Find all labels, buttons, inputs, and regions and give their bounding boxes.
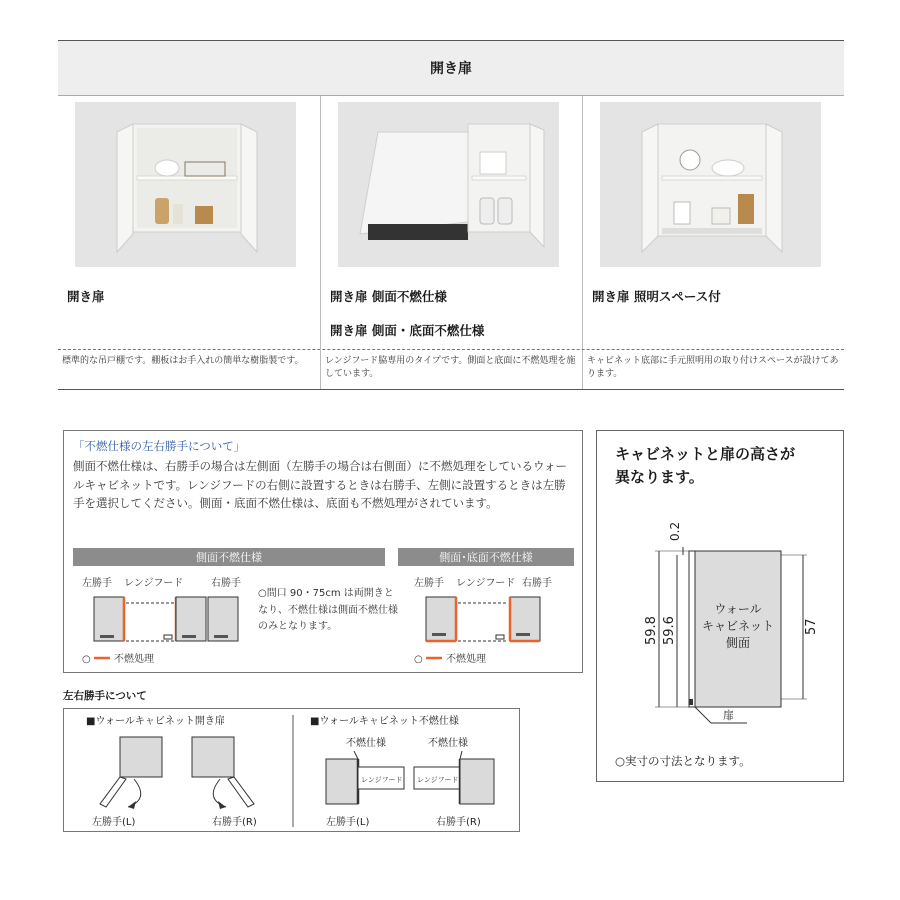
fireproof-note-box [63,430,583,673]
right-hand-label: 右勝手 [211,578,241,589]
height-diagram [597,511,845,741]
height-title-line-2: 異なります。 [615,467,704,486]
hand-section-title: 左右勝手について [63,690,147,702]
right-hand-r-label: 右勝手(R) [212,817,257,828]
legend-label: 不燃処理 [446,654,486,665]
cabinet-label-2: キャビネット [701,619,775,633]
height-footnote: ○実寸の寸法となります。 [615,754,751,768]
door-panel [689,551,695,707]
fire-label: 不燃仕様 [346,738,386,749]
cabinet-photo-lighting [600,102,821,267]
door-panel-title: ■ウォールキャビネット開き扉 [86,716,225,727]
legend-label: 不燃処理 [114,654,154,665]
hood-label: レンジフード [417,776,459,784]
product-title: 開き扉 側面不燃仕様 [330,289,447,304]
cabinet-photo-fireproof [338,102,559,267]
product-column-fireproof [320,96,582,349]
hand-diagram [64,709,521,833]
table-header: 開き扉 [58,40,844,96]
both-fireproof-bar: 側面･底面不燃仕様 [398,548,574,566]
product-description: 標準的な吊戸棚です。棚板はお手入れの簡単な樹脂製です。 [62,356,304,366]
cabinet-left-hand [120,737,162,777]
range-hood-label: レンジフード [456,578,516,589]
height-note-title [615,443,795,488]
product-title: 開き扉 照明スペース付 [592,289,721,304]
legend-circle: ○ [82,654,91,665]
product-description: レンジフード脇専用のタイプです。側面と底面に不燃処理を施しています。 [320,350,582,389]
left-cabinet [94,597,124,641]
left-hand-label: 左勝手 [414,578,444,589]
legend-circle: ○ [414,654,423,665]
fireproof-note-title: 「不燃仕様の左右勝手について」 [73,439,246,453]
cabinet-photo-standard [75,102,296,267]
fireproof-note-text: 側面不燃仕様は、右勝手の場合は左側面（左勝手の場合は右側面）に不燃処理をしているウォールキャビネットです。レンジフードの右側に設置するときは右勝手、左側に設置するときは左勝手を選択してください。側面・底面不燃仕様は、底面も不燃処理がされています。 [73,459,568,511]
product-title-2: 開き扉 側面・底面不燃仕様 [330,323,485,338]
product-column-lighting [582,96,844,349]
side-fireproof-bar: 側面不燃仕様 [73,548,385,566]
right-hand-r-label: 右勝手(R) [436,817,481,828]
cabinet-label-1: ウォール [714,602,762,616]
left-hand-l-label: 左勝手(L) [326,817,370,828]
product-table [58,40,844,390]
inner-height-dimension: 59.6 [662,616,677,645]
cabinet-label-3: 側面 [725,636,751,650]
width-note: ○間口 90・75cm は両開きとなり、不燃仕様は側面不燃仕様のみとなります。 [258,588,398,632]
product-description: キャビネット底部に手元照明用の取り付けスペースが設けてあります。 [582,350,844,389]
left-hand-l-label: 左勝手(L) [92,817,136,828]
gap-dimension: 0.2 [668,521,682,541]
range-hood-label: レンジフード [124,578,184,589]
fire-label: 不燃仕様 [428,738,468,749]
product-column-standard [58,96,320,349]
door-label: 扉 [723,709,734,722]
height-note-box [596,430,844,782]
right-cabinet [176,597,206,641]
left-hand-label: 左勝手 [82,578,112,589]
hood-label: レンジフード [361,776,403,784]
cabinet-right-hand [192,737,234,777]
cabinet-height-dimension: 57 [804,618,819,635]
fire-panel-title: ■ウォールキャビネット不燃仕様 [310,716,459,727]
right-hand-label: 右勝手 [522,578,552,589]
hand-diagram-box [63,708,520,832]
height-title-line-1: キャビネットと扉の高さが [615,445,796,463]
product-title: 開き扉 [67,289,105,304]
door-height-dimension: 59.8 [644,616,659,645]
